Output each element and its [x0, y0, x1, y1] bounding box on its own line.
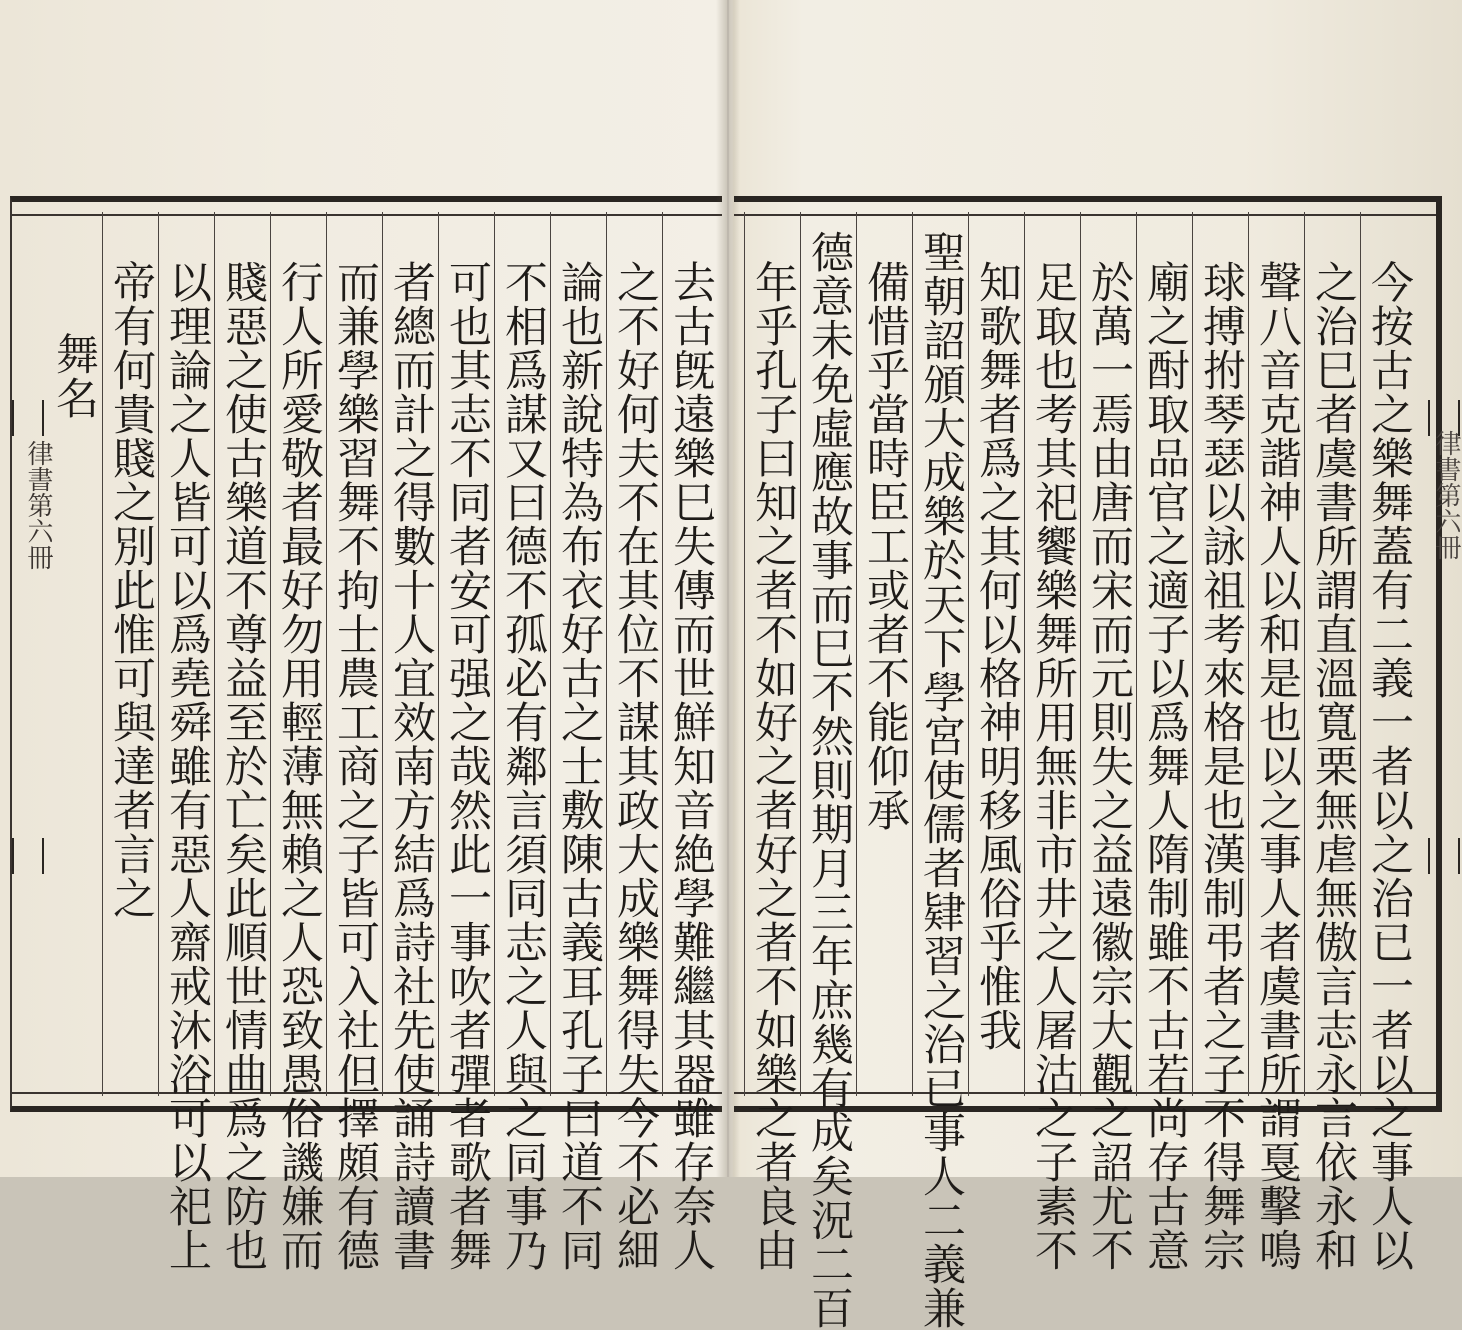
- text-column: [158, 212, 215, 1272]
- column-text: 之治巳者虞書所謂直溫寬栗無虐無傲言志永言依永和: [1308, 260, 1358, 1272]
- text-column: [1192, 212, 1249, 1272]
- fishtail-mark-upper: [12, 400, 44, 436]
- column-text: 去古旣遠樂巳失傳而世鮮知音絶學難繼其器雖存奈人: [666, 260, 716, 1272]
- text-column: [968, 212, 1025, 1096]
- text-column: [1136, 212, 1193, 1272]
- fishtail-mark-lower: [12, 838, 44, 874]
- column-text: 行人所愛敬者最好勿用輕薄無賴之人恐致愚俗譏嫌而: [274, 260, 324, 1272]
- column-text: 知歌舞者爲之其何以格神明移風俗乎惟我: [972, 260, 1022, 1052]
- column-text: 聖朝詔頒大成樂於天下學宮使儒者肄習之治已事人二義兼: [916, 230, 966, 1330]
- column-text: 年乎孔子曰知之者不如好之者好之者不如樂之者良由: [748, 260, 798, 1272]
- column-text: 於萬一焉由唐而宋而元則失之益遠徽宗大觀之詔尤不: [1084, 260, 1134, 1272]
- column-text: 不相爲謀又曰德不孤必有鄰言須同志之人與之同事乃: [498, 260, 548, 1272]
- right-page-frame: [734, 196, 1442, 1330]
- column-text: 以理論之人皆可以爲堯舜雖有惡人齋戒沐浴可以祀上: [162, 260, 212, 1272]
- column-text: 足取也考其祀饗樂舞所用無非市井之人屠沽之子素不: [1028, 260, 1078, 1272]
- text-column: [438, 212, 495, 1272]
- column-text: 帝有何貴賤之別此惟可與達者言之: [106, 260, 156, 920]
- text-column: [214, 212, 271, 1272]
- left-page: [0, 0, 726, 1272]
- text-column: [606, 212, 663, 1272]
- text-column: [382, 212, 439, 1272]
- fishtail-mark-lower: [1428, 838, 1460, 874]
- heading-column: [46, 212, 102, 1096]
- column-text: 論也新說特為布衣好古之士敷陳古義耳孔子曰道不同: [554, 260, 604, 1272]
- left-page-frame: [10, 196, 722, 1272]
- text-column: [550, 212, 607, 1272]
- column-text: 今按古之樂舞蓋有二義一者以之治已一者以之事人以: [1364, 260, 1414, 1272]
- column-text: 之不好何夫不在其位不謀其政大成樂舞得失今不必細: [610, 260, 660, 1272]
- text-column: [1080, 212, 1137, 1272]
- text-column: [856, 212, 913, 1096]
- column-text: 可也其志不同者安可强之哉然此一事吹者彈者歌者舞: [442, 260, 492, 1272]
- text-column: [1304, 212, 1361, 1272]
- column-text: 而兼學樂習舞不拘士農工商之子皆可入社但擇頗有德: [330, 260, 380, 1272]
- text-column: [912, 212, 969, 1330]
- text-column: [744, 212, 801, 1272]
- section-heading: 舞名: [49, 332, 99, 420]
- text-column: [102, 212, 159, 1096]
- text-column: [1024, 212, 1081, 1272]
- right-text-columns: [734, 212, 1436, 1330]
- right-margin-title: 律書第六冊: [1431, 430, 1461, 560]
- fishtail-mark-upper: [1428, 400, 1460, 436]
- text-column: [494, 212, 551, 1272]
- column-text: 聲八音克諧神人以和是也以之事人者虞書所謂戛擊鳴: [1252, 260, 1302, 1272]
- column-text: 備惜乎當時臣工或者不能仰承: [860, 260, 910, 832]
- text-column: [1248, 212, 1305, 1272]
- text-column: [326, 212, 383, 1272]
- text-column: [1360, 212, 1421, 1272]
- text-column: [662, 212, 721, 1272]
- column-text: 德意未免虛應故事而巳不然則期月三年庶幾有成矣況二百: [804, 230, 854, 1330]
- left-text-columns: [12, 212, 722, 1272]
- column-text: 球搏拊琴瑟以詠祖考來格是也漢制弔者之子不得舞宗: [1196, 260, 1246, 1272]
- column-text: 賤惡之使古樂道不尊益至於亡矣此順世情曲爲之防也: [218, 260, 268, 1272]
- column-text: 廟之酎取品官之適子以爲舞人隋制雖不古若尚存古意: [1140, 260, 1190, 1272]
- text-column: [270, 212, 327, 1272]
- text-column: [800, 212, 857, 1330]
- column-text: 者總而計之得數十人宜效南方結爲詩社先使誦詩讀書: [386, 260, 436, 1272]
- right-page: [728, 0, 1462, 1330]
- left-margin-title: 律書第六冊: [23, 440, 53, 570]
